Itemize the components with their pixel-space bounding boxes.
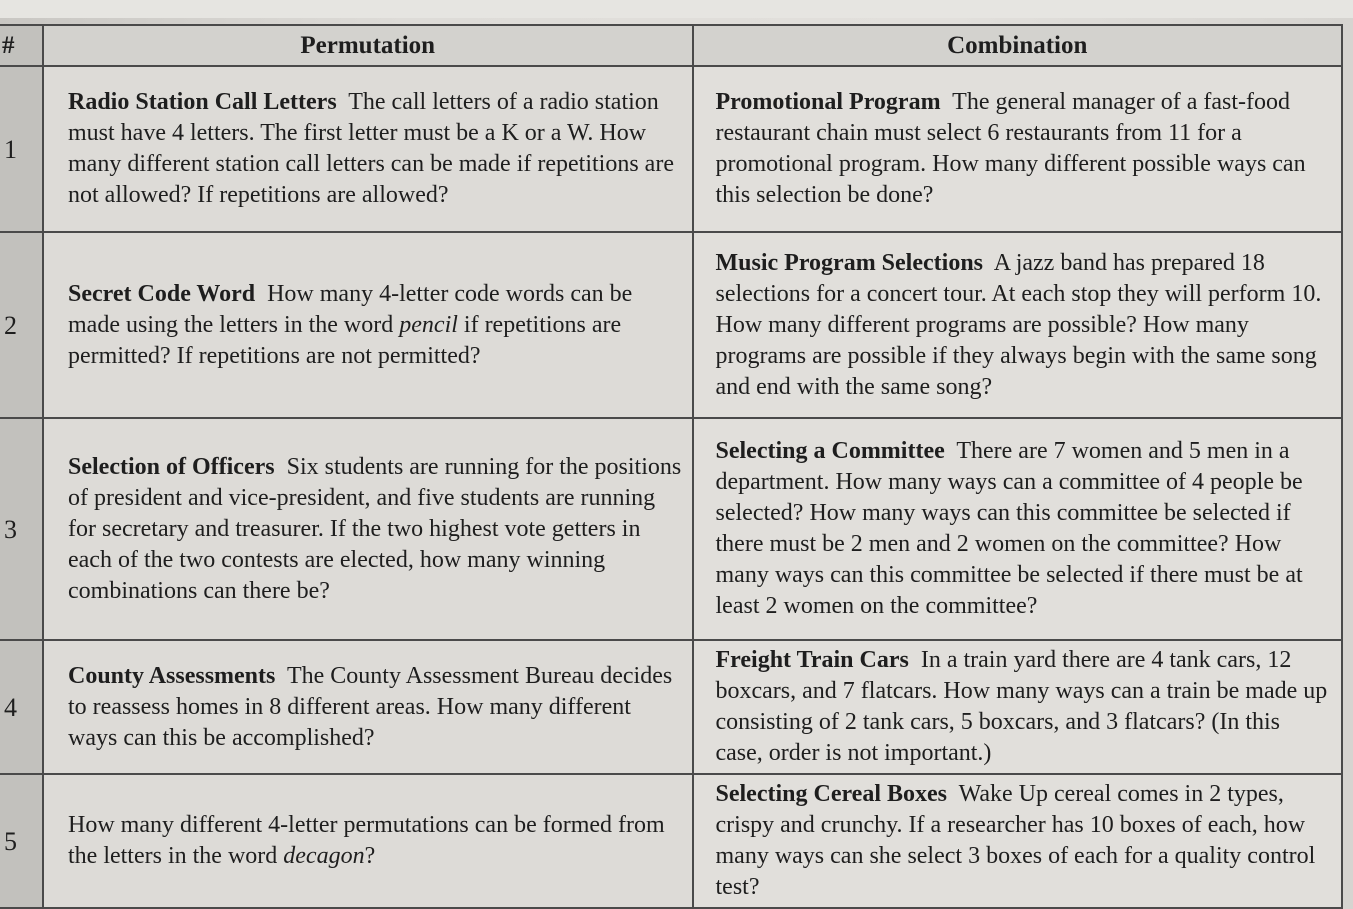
- problem-title: Selecting Cereal Boxes: [715, 781, 948, 807]
- table-row: [0, 418, 1342, 640]
- problem-word: pencil: [399, 311, 458, 338]
- combination-problem: [693, 640, 1343, 774]
- problem-title: Music Program Selections: [715, 249, 984, 276]
- problem-text: There are 7 women and 5 men in a department. How many ways can a committee of 4 people be selected? How many ways can this committee be selected if there must be 2 men and 2 women on the committee? How many ways can this committee be selected if there must be at least 2 women on the committee?: [715, 438, 1303, 619]
- permutation-problem: [43, 66, 693, 232]
- permutation-problem: [43, 774, 693, 908]
- problem-title: Selection of Officers: [68, 453, 275, 480]
- problem-text: How many different 4-letter permutations can be formed from the letters in the word: [68, 812, 665, 869]
- problem-title: Promotional Program: [715, 89, 941, 115]
- permutation-problem: [43, 640, 693, 774]
- row-number: 4: [0, 640, 43, 774]
- table-row: [0, 66, 1342, 232]
- problems-table: [0, 24, 1343, 909]
- problem-text: if repetitions are permitted? If repetitions are not permitted?: [68, 311, 622, 369]
- problem-title: Freight Train Cars: [715, 647, 909, 673]
- problem-text: In a train yard there are 4 tank cars, 12 boxcars, and 7 flatcars. How many ways can a train be made up consisting of 2 tank cars, 5 boxcars, and 3 flatcars? (In this case, order is not important.): [715, 647, 1328, 766]
- problem-title: Secret Code Word: [68, 280, 256, 307]
- row-number: 3: [0, 418, 43, 640]
- row-number: 5: [0, 774, 43, 908]
- problem-text: A jazz band has prepared 18 selections for a concert tour. At each stop they will perform 10. How many different programs are possible? How many programs are possible if they always begin with the same song and end with the same song?: [715, 249, 1322, 400]
- combination-problem: [693, 232, 1343, 418]
- problem-text: Six students are running for the positions of president and vice-president, and five students are running for secretary and treasurer. If the two highest vote getters in each of the two contests are elected, how many winning combinations can there be?: [68, 453, 682, 604]
- problem-title: County Assessments: [68, 662, 276, 689]
- problem-text: Wake Up cereal comes in 2 types, crispy and crunchy. If a researcher has 10 boxes of each, how many ways can she select 3 boxes of each for a quality control test?: [715, 781, 1316, 900]
- problem-text: The general manager of a fast-food restaurant chain must select 6 restaurants from 11 for a promotional program. How many different possible ways can this selection be done?: [715, 89, 1306, 208]
- problem-text: ?: [364, 843, 376, 869]
- problem-text: The call letters of a radio station must have 4 letters. The first letter must be a K or a W. How many different station call letters can be made if repetitions are not allowed? If repetitions are allowed?: [68, 89, 674, 208]
- header-combination: Combination: [693, 25, 1343, 66]
- row-number: 2: [0, 232, 43, 418]
- problem-word: decagon: [283, 843, 365, 869]
- problem-text: The County Assessment Bureau decides to reassess homes in 8 different areas. How many different ways can this be accomplished?: [68, 662, 673, 751]
- header-number: #: [0, 25, 43, 66]
- header-permutation: Permutation: [43, 25, 693, 66]
- header-row: [0, 25, 1342, 66]
- table-row: [0, 640, 1342, 774]
- table-row: [0, 232, 1342, 418]
- combination-problem: [693, 774, 1343, 908]
- combination-problem: [693, 66, 1343, 232]
- table-row: [0, 774, 1342, 908]
- combination-problem: [693, 418, 1343, 640]
- top-margin: [0, 0, 1353, 18]
- permutation-problem: [43, 418, 693, 640]
- problem-title: Radio Station Call Letters: [68, 89, 337, 115]
- permutation-problem: [43, 232, 693, 418]
- problem-title: Selecting a Committee: [715, 438, 945, 464]
- problem-text: How many 4-letter code words can be made using the letters in the word: [68, 280, 633, 338]
- row-number: 1: [0, 66, 43, 232]
